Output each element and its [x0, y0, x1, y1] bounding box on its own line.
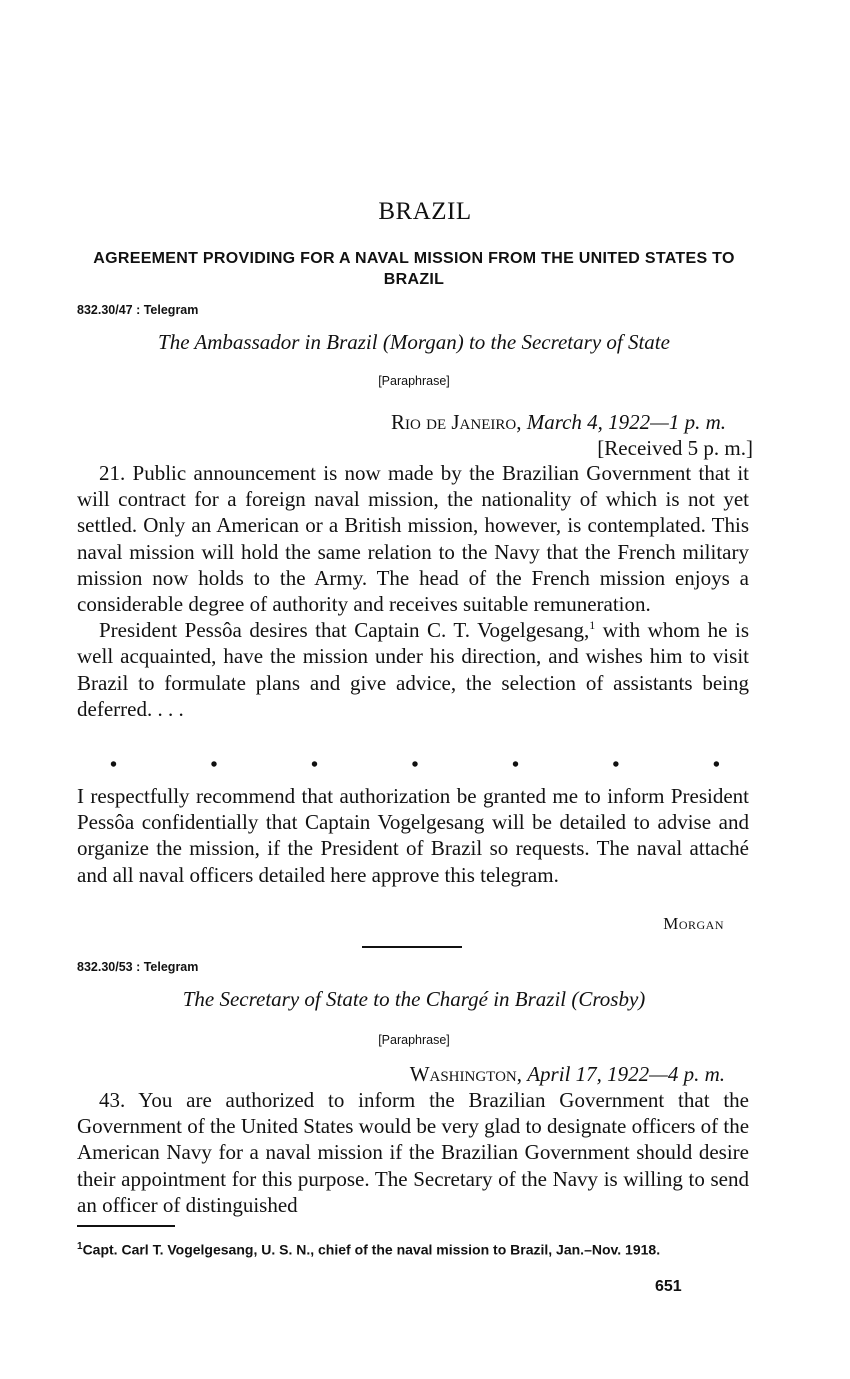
dot: • [110, 754, 118, 776]
doc1-paraphrase-tag: [Paraphrase] [378, 374, 450, 388]
doc1-dateline-place: Rio de Janeiro, [391, 410, 522, 434]
footnote-rule [77, 1225, 175, 1227]
dot: • [411, 754, 419, 776]
doc1-paragraph-2-end: with whom he is well acquainted, have the mission under his direction, and wishes him to visit Brazil to formulate plans and give advice, the selection of assistants being deferred. . . . [77, 618, 749, 721]
dot: • [210, 754, 218, 776]
doc1-dateline [391, 410, 726, 435]
doc2-dateline-place: Washington, [409, 1062, 522, 1086]
footnote [77, 1238, 749, 1259]
footnote-text: Capt. Carl T. Vogelgesang, U. S. N., chief of the naval mission to Brazil, Jan.–Nov. 1918. [82, 1241, 661, 1258]
footnote-reference: 1 [589, 618, 596, 633]
doc2-body [77, 1087, 749, 1218]
dot: • [310, 754, 318, 776]
doc2-paragraph-1: 43. You are authorized to inform the Brazilian Government that the Government of the United States would be very glad to designate officers of the American Navy for a naval mission if the Brazilian Government should desire their appointment for this purpose. The Secretary of the Navy is willing to send an officer of distinguished [77, 1088, 750, 1217]
footnote-marker: 1 [77, 1241, 83, 1252]
doc2-file-number: 832.30/53 : Telegram [77, 960, 199, 974]
doc1-received: [Received 5 p. m.] [597, 436, 753, 460]
doc1-paragraph-3: I respectfully recommend that authorization be granted me to inform President Pessôa confidentially that Captain Vogelgesang will be detailed to advise and organize the mission, if the President of Brazil so requests. The naval attaché and all naval officers detailed here approve this telegram. [77, 784, 749, 887]
doc2-dateline-date: April 17, 1922—4 p. m. [527, 1062, 725, 1086]
dot: • [511, 754, 519, 776]
doc1-file-number: 832.30/47 : Telegram [77, 303, 199, 317]
doc1-dateline-date: March 4, 1922—1 p. m. [526, 410, 726, 434]
dot: • [612, 754, 620, 776]
doc1-paragraph-1: 21. Public announcement is now made by the Brazilian Government that it will contract for a foreign naval mission, the nationality of which is not yet settled. Only an American or a British mission, however, is contemplated. This naval mission will hold the same relation to the Navy that the French military mission now holds to the Army. The head of the French mission enjoys a considerable degree of authority and receives suitable remuneration. [77, 461, 749, 617]
doc2-title: The Secretary of State to the Chargé in Brazil (Crosby) [182, 987, 646, 1011]
dot: • [712, 754, 720, 776]
doc1-signature: Morgan [663, 914, 724, 933]
doc1-title: The Ambassador in Brazil (Morgan) to the Secretary of State [158, 330, 670, 354]
doc2-dateline [410, 1062, 725, 1087]
doc1-paragraph-2-start: President Pessôa desires that Captain C. T. Vogelgesang, [99, 618, 590, 643]
country-heading: BRAZIL [378, 198, 472, 225]
doc1-body-continued [77, 783, 749, 888]
section-divider [362, 946, 462, 948]
doc1-body [77, 460, 749, 722]
page-number: 651 [655, 1278, 682, 1295]
section-heading: AGREEMENT PROVIDING FOR A NAVAL MISSION FROM THE UNITED STATES TO BRAZIL [93, 250, 735, 288]
omission-dots [110, 754, 720, 777]
doc2-paraphrase-tag: [Paraphrase] [378, 1033, 450, 1047]
doc1-paragraph-2 [77, 617, 749, 722]
